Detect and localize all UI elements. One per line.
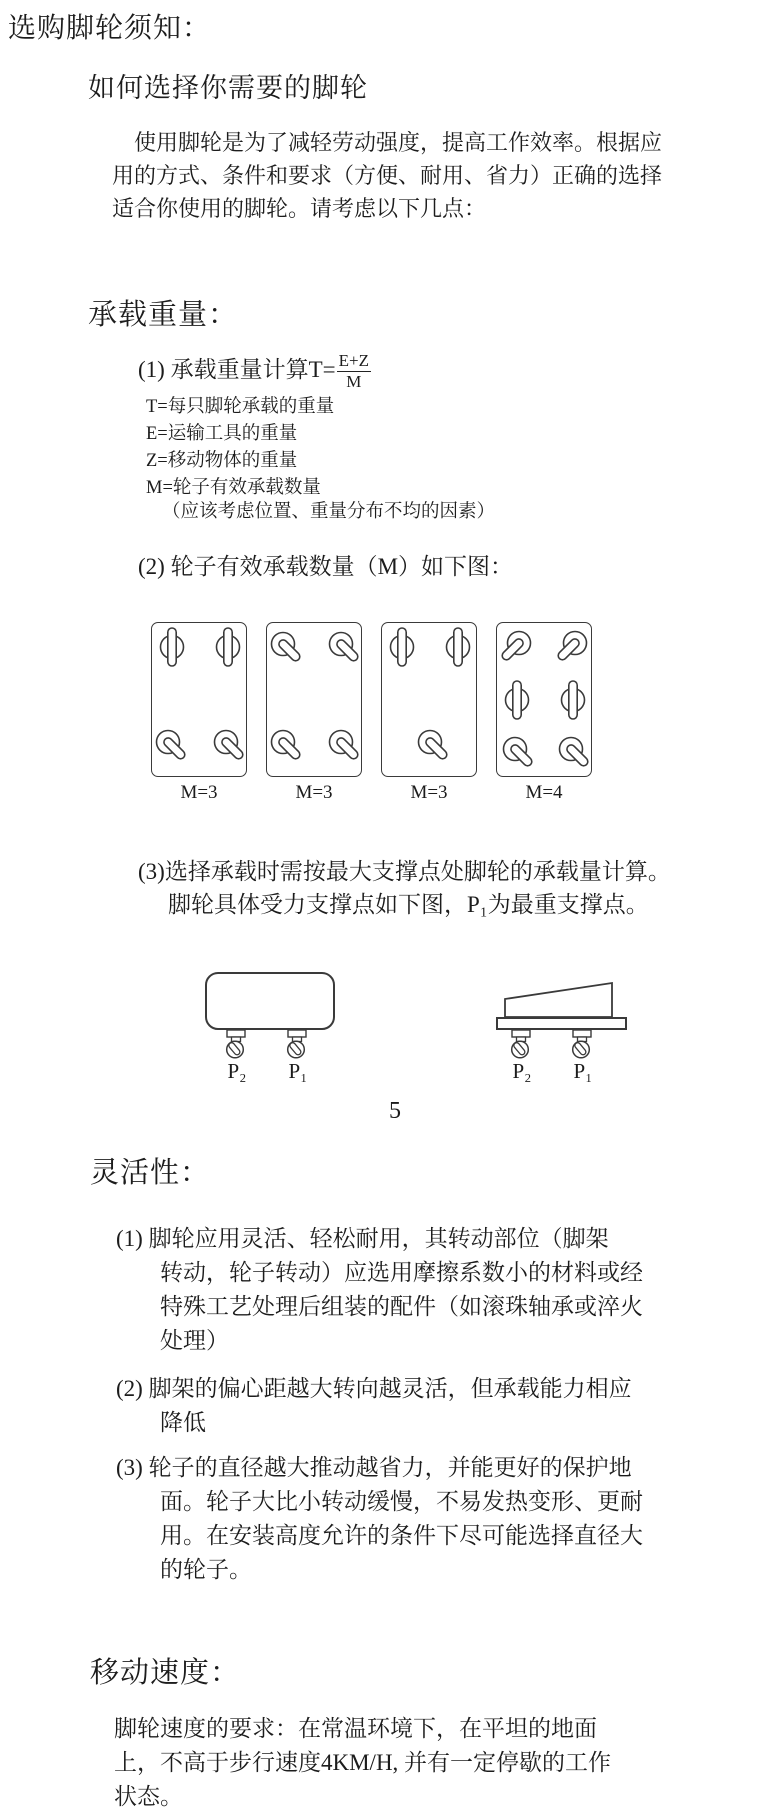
formula-numerator: E+Z: [337, 351, 371, 372]
caster-board-outline: [381, 622, 477, 777]
intro-heading: 如何选择你需要的脚轮: [88, 73, 368, 103]
board-caster-count-label: M=3: [295, 782, 333, 803]
flexibility-item-1: (1) 脚轮应用灵活、轻松耐用，其转动部位（脚架 转动，轮子转动）应选用摩擦系数小的材料或经 特殊工艺处理后组装的配件（如滚珠轴承或淬火 处理）: [116, 1226, 643, 1353]
fixed-caster-icon: [380, 624, 424, 670]
caster-board-2: [266, 622, 362, 804]
flat-cart-p1-label: P₁: [288, 1059, 308, 1083]
fixed-caster-icon: [206, 624, 250, 670]
speed-paragraph: 脚轮速度的要求：在常温环境下，在平坦的地面 上，不高于步行速度4KM/H, 并有一定停歇的工作 状态。: [114, 1716, 612, 1809]
caster-board-1: [151, 622, 247, 804]
swivel-caster-icon: [321, 722, 365, 768]
page-number: 5: [389, 1098, 401, 1124]
swivel-caster-icon: [551, 729, 595, 775]
speed-heading: 移动速度：: [90, 1657, 241, 1689]
flexibility-item-3: (3) 轮子的直径越大推动越省力，并能更好的保护地 面。轮子大比小转动缓慢，不易发热变形、更耐 用。在安装高度允许的条件下尽可能选择直径大 的轮子。: [116, 1455, 643, 1582]
formula-denominator: M: [346, 372, 362, 392]
caster-board-outline: [266, 622, 362, 777]
swivel-caster-icon: [206, 722, 250, 768]
flat-cart-p2-label: P₂: [227, 1059, 247, 1083]
document-title: 选购脚轮须知：: [8, 13, 212, 44]
load-formula-line: [138, 351, 371, 393]
board-caster-count-label: M=4: [525, 782, 563, 803]
caster-board-outline: [496, 622, 592, 777]
board-caster-count-label: M=3: [180, 782, 218, 803]
flexibility-heading: 灵活性：: [90, 1157, 211, 1189]
flat-cart-body: [205, 972, 335, 1030]
swivel-caster-icon: [263, 722, 307, 768]
flexibility-item-2: (2) 脚架的偏心距越大转向越灵活，但承载能力相应 降低: [116, 1376, 632, 1435]
caster-board-3: [381, 622, 477, 804]
swivel-caster-icon: [263, 624, 307, 670]
wedge-cart-p2-label: P₂: [512, 1059, 532, 1083]
intro-paragraph: 使用脚轮是为了减轻劳动强度，提高工作效率。根据应 用的方式、条件和要求（方便、耐用、省力）正确的选择 适合你使用的脚轮。请考虑以下几点：: [112, 130, 663, 221]
fixed-caster-icon: [150, 624, 194, 670]
fixed-caster-icon: [436, 624, 480, 670]
support-point-item: (3)选择承载时需按最大支撑点处脚轮的承载量计算。 脚轮具体受力支撑点如下图，P₁为最重支撑点。: [138, 859, 671, 917]
formula-definitions-note: （应该考虑位置、重量分布不均的因素）: [162, 502, 496, 522]
swivel-caster-icon: [148, 722, 192, 768]
load-formula-fraction: [337, 351, 371, 393]
formula-definitions: T=每只脚轮承载的重量 E=运输工具的重量 Z=移动物体的重量 M=轮子有效承载数量: [146, 397, 335, 498]
load-formula-prefix: (1) 承载重量计算T=: [138, 357, 336, 383]
caster-board-4: [496, 622, 592, 804]
board-caster-count-label: M=3: [410, 782, 448, 803]
wheel-count-item-label: (2) 轮子有效承载数量（M）如下图：: [138, 554, 514, 579]
swivel-left-caster-icon: [551, 623, 595, 669]
swivel-caster-icon: [495, 729, 539, 775]
fixed-caster-icon: [551, 677, 595, 723]
swivel-caster-icon: [410, 722, 454, 768]
wedge-cart-p1-label: P₁: [573, 1059, 593, 1083]
swivel-caster-icon: [321, 624, 365, 670]
swivel-left-caster-icon: [495, 623, 539, 669]
fixed-caster-icon: [495, 677, 539, 723]
load-capacity-heading: 承载重量：: [88, 299, 239, 331]
caster-board-outline: [151, 622, 247, 777]
